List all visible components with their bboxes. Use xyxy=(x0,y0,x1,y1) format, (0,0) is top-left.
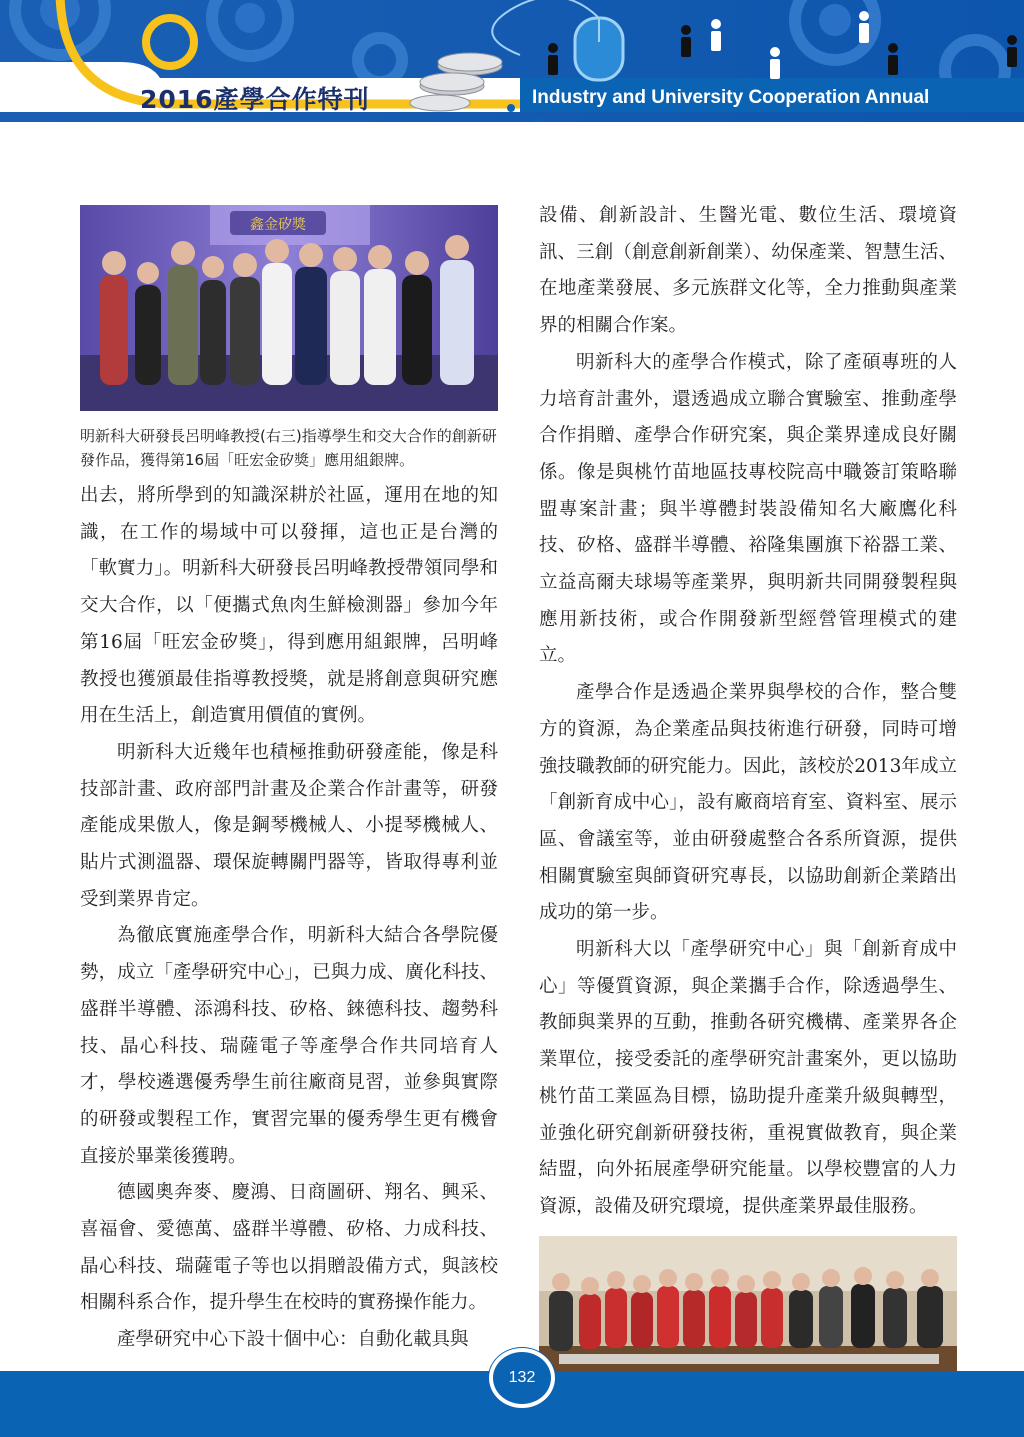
left-column xyxy=(80,205,498,1359)
publication-title: 2016產學合作特刊 xyxy=(140,85,370,114)
body-paragraph: 產學研究中心下設十個中心：自動化載具與 xyxy=(117,1329,469,1351)
body-paragraph: 明新科大以「產學研究中心」與「創新育成中心」等優質資源，與企業攜手合作，除透過學生、教師與業界的互動，推動各研究機構、產業界各企業單位，接受委託的產學研究計畫案外，更以協助桃竹苗工業區為目標，協助提升產業升級與轉型，並強化研究創新研發技術，重視實做教育，與企業結盟，向外拓展產學研究能量。以學校豐富的人力資源，設備及研究環境，提供產業界最佳服務。 xyxy=(539,939,957,1217)
page-header xyxy=(0,0,1024,122)
body-paragraph: 為徹底實施產學合作，明新科大結合各學院優勢，成立「產學研究中心」，已與力成、廣化科技、盛群半導體、添鴻科技、矽格、錸德科技、趨勢科技、晶心科技、瑞薩電子等產學合作共同培育人才，學校遴選優秀學生前往廠商見習，並參與實際的研發或製程工作，實習完畢的優秀學生更有機會直接於畢業後獲聘。 xyxy=(80,925,498,1167)
body-paragraph: 明新科大近幾年也積極推動研發產能，像是科技部計畫、政府部門計畫及企業合作計畫等，研發產能成果傲人，像是鋼琴機械人、小提琴機械人、貼片式測溫器、環保旋轉關門器等，皆取得專利並受到業界肯定。 xyxy=(80,741,498,910)
body-paragraph: 出去，將所學到的知識深耕於社區，運用在地的知識，在工作的場域中可以發揮，這也正是台灣的「軟實力」。明新科大研發長呂明峰教授帶領同學和交大合作，以「便攜式魚肉生鮮檢測器」參加今年第16屆「旺宏金矽獎」，得到應用組銀牌，呂明峰教授也獲頒最佳指導教授獎，就是將創意與研究應用在生活上，創造實用價值的實例。 xyxy=(80,485,498,727)
body-paragraph: 設備、創新設計、生醫光電、數位生活、環境資訊、三創（創意創新創業）、幼保產業、智慧生活、在地產業發展、多元族群文化等，全力推動與產業界的相關合作案。 xyxy=(539,205,957,337)
publication-title-english: Industry and University Cooperation Annual xyxy=(532,87,930,108)
body-paragraph: 明新科大的產學合作模式，除了產碩專班的人力培育計畫外，還透過成立聯合實驗室、推動產學合作捐贈、產學合作研究案，與企業界達成良好關係。像是與桃竹苗地區技專校院高中職簽訂策略聯盟專案計畫；與半導體封裝設備知名大廠鷹化科技、矽格、盛群半導體、裕隆集團旗下裕器工業、立益高爾夫球場等產業界，與明新共同開發製程與應用新技術，或合作開發新型經營管理模式的建立。 xyxy=(539,351,957,667)
body-paragraph: 產學合作是透過企業界與學校的合作，整合雙方的資源，為企業產品與技術進行研發，同時可增強技職教師的研究能力。因此，該校於2013年成立「創新育成中心」，設有廠商培育室、資料室、展示區、會議室等，並由研發處整合各系所資源，提供相關實驗室與師資研究專長，以協助創新企業踏出成功的第一步。 xyxy=(539,682,957,924)
right-column xyxy=(539,198,957,1417)
page-number: 132 xyxy=(489,1348,555,1408)
award-ceremony-photo xyxy=(80,205,498,411)
photo-sign-text: 鑫金矽獎 xyxy=(250,217,306,233)
photo-caption: 明新科大研發長呂明峰教授(右三)指導學生和交大合作的創新研發作品，獲得第16屆「旺宏金矽獎」應用組銀牌。 xyxy=(80,427,497,469)
mou-signing-photo xyxy=(539,1236,957,1386)
body-paragraph: 德國奧奔麥、慶鴻、日商圖研、翔名、興采、喜福會、愛德萬、盛群半導體、矽格、力成科技、晶心科技、瑞薩電子等也以捐贈設備方式，與該校相關科系合作，提升學生在校時的實務操作能力。 xyxy=(80,1182,498,1314)
